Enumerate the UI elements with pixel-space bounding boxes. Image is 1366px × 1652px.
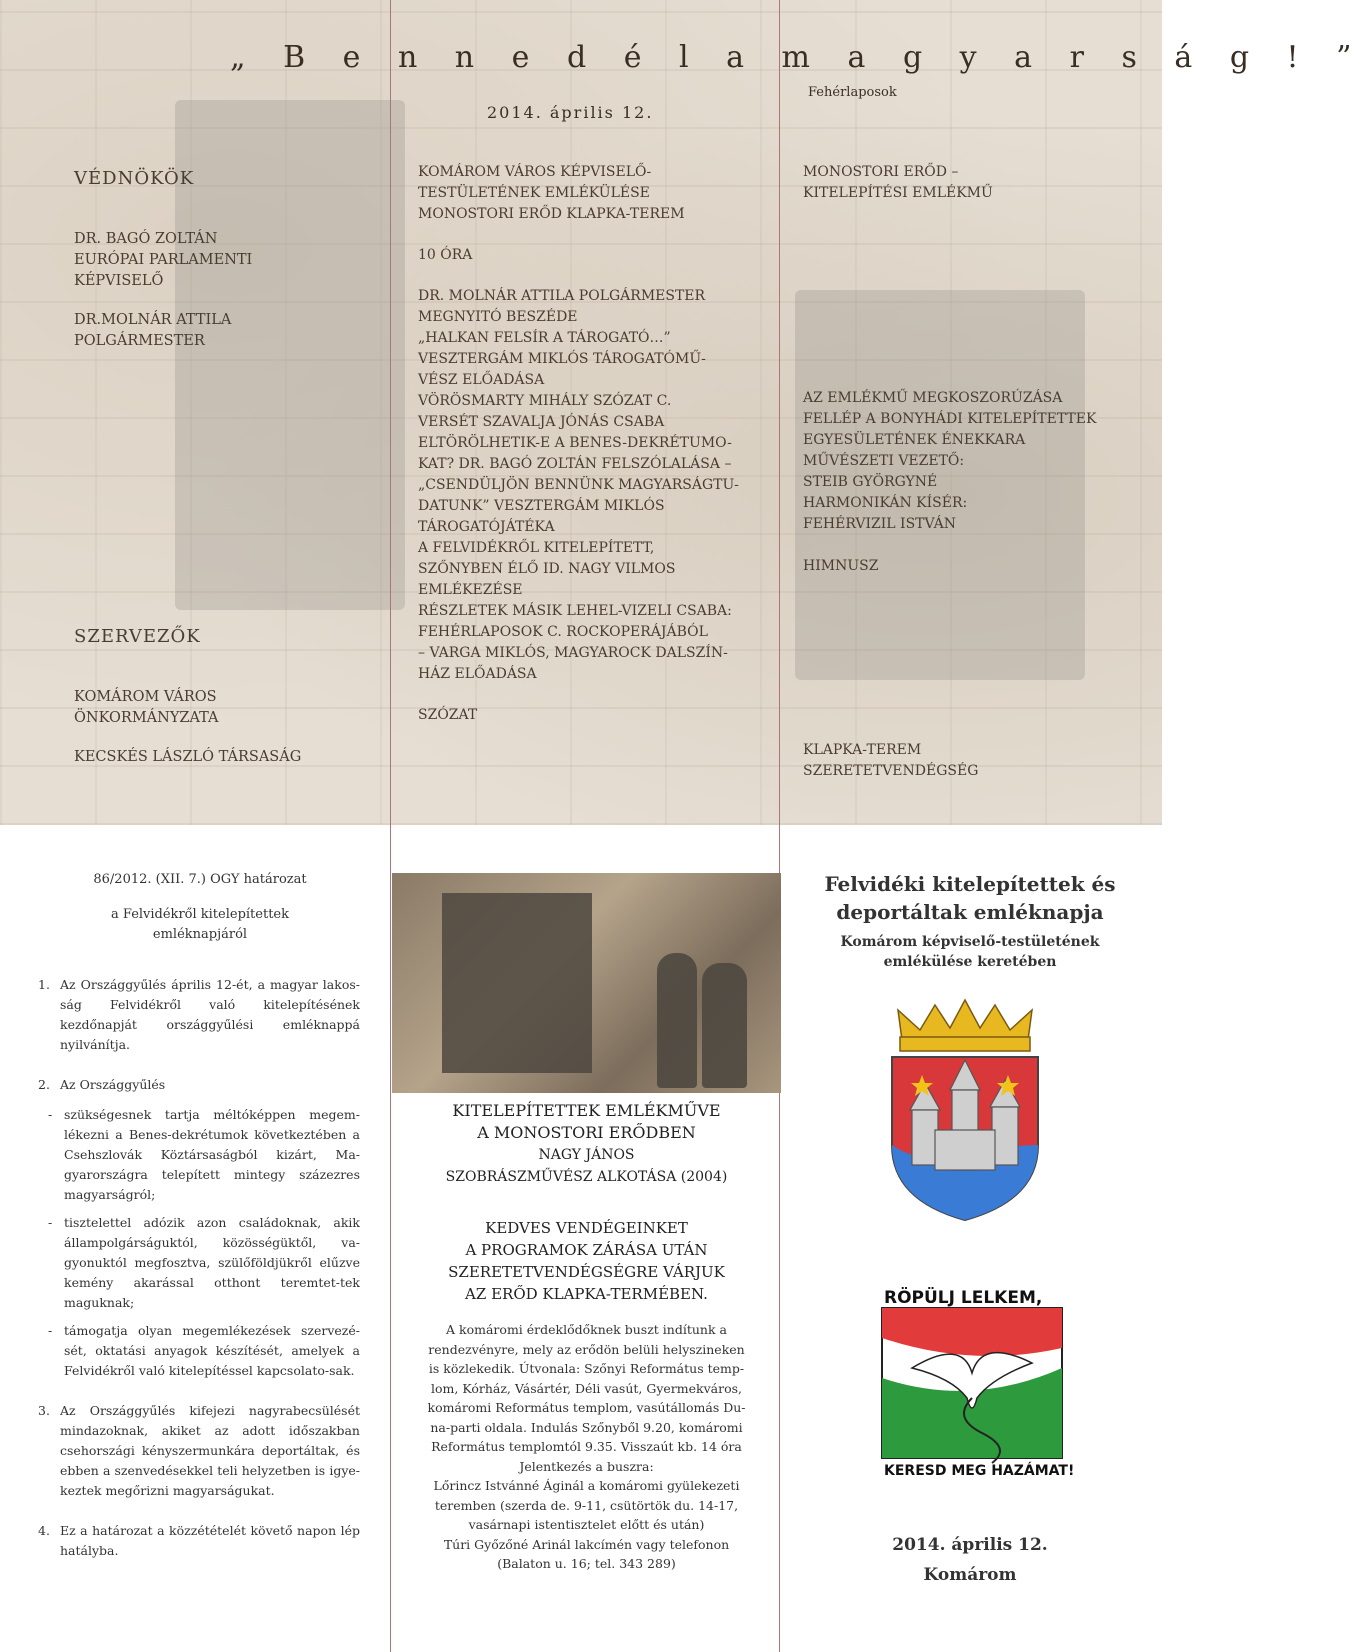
- monument-photo: [392, 873, 781, 1093]
- fold-line-2: [779, 0, 780, 1652]
- organizer-line: KOMÁROM VÁROS: [74, 689, 217, 705]
- program-line: FEHÉRLAPOSOK C. ROCKOPERÁJÁBÓL: [418, 624, 708, 640]
- decree-item: 3. Az Országgyűlés kifejezi nagyrabecsülését mindazoknak, akiket az adott időszakban csehországi kényszermunkára deportáltak, és ebben a szenvedésekkel teli helyzetben is igye-keztek megőrizni magyarságukat.: [38, 1403, 360, 1498]
- program-line: DR. MOLNÁR ATTILA POLGÁRMESTER: [418, 288, 706, 304]
- logo-text-bottom: KERESD MEG HAZÁMAT!: [884, 1463, 1075, 1479]
- program-line: SZŐNYBEN ÉLŐ ID. NAGY VILMOS: [418, 561, 676, 577]
- program-line: RÉSZLETEK MÁSIK LEHEL-VIZELI CSABA:: [418, 603, 732, 619]
- program-line: KAT? DR. BAGÓ ZOLTÁN FELSZÓLALÁSA –: [418, 456, 732, 472]
- program-line: A FELVIDÉKRŐL KITELEPÍTETT,: [418, 540, 655, 556]
- memorial-program: [803, 388, 1096, 577]
- program-line: ELTÖRÖLHETIK-E A BENES-DEKRÉTUMO-: [418, 435, 732, 451]
- logo-text-top: RÖPÜLJ LELKEM,: [884, 1288, 1043, 1308]
- organizers-heading: SZERVEZŐK: [74, 626, 201, 647]
- program-line: „CSENDÜLJÖN BENNÜNK MAGYARSÁGTU-: [418, 477, 739, 493]
- reception-line: KLAPKA-TEREM: [803, 742, 922, 758]
- reception-block: [803, 740, 978, 782]
- patron-line: POLGÁRMESTER: [74, 333, 205, 349]
- session-heading: MONOSTORI ERŐD KLAPKA-TEREM: [418, 206, 685, 222]
- program-line: VÖRÖSMARTY MIHÁLY SZÓZAT C.: [418, 393, 672, 409]
- subtitle: Fehérlaposok: [808, 85, 897, 100]
- memorial-line: FELLÉP A BONYHÁDI KITELEPÍTETTEK: [803, 411, 1097, 427]
- memorial-line: MŰVÉSZETI VEZETŐ:: [803, 453, 965, 469]
- memorial-heading: MONOSTORI ERŐD –: [803, 164, 959, 180]
- organizer-line: ÖNKORMÁNYZATA: [74, 710, 219, 726]
- decree-subitem: - tisztelettel adózik azon családoknak, akik állampolgárságuktól, közösségüktől, va-gyonuktól megfosztva, szülőföldjükről elűzve kemény akarással otthont teremtet-tek maguknak;: [38, 1213, 360, 1313]
- decree-subtitle: a Felvidékről kitelepítettek emléknapjáról: [111, 907, 289, 942]
- main-title: „ B e n n e d é l a m a g y a r s á g ! ”: [230, 40, 1366, 75]
- memorial-line: STEIB GYÖRGYNÉ: [803, 474, 938, 490]
- decree-subitem: - támogatja olyan megemlékezések szervezé-sét, oktatási anyagok készítését, amelyek a Felvidékről való kitelepítéssel kapcsolato-sak.: [38, 1321, 360, 1381]
- crown-icon: [898, 1000, 1032, 1051]
- decree-item: 1. Az Országgyűlés április 12-ét, a magyar lakos-ság Felvidékről való kitelepítésének kezdőnapját országgyűlési emléknappá nyilvánítja.: [38, 977, 360, 1052]
- program-line: DATUNK” VESZTERGÁM MIKLÓS: [418, 498, 665, 514]
- decree-item: 2. Az Országgyűlés: [38, 1077, 166, 1092]
- organizers-block: [74, 626, 301, 768]
- fold-line-1: [390, 0, 391, 1652]
- decree-list: [38, 975, 360, 1561]
- organizer-line: KECSKÉS LÁSZLÓ TÁRSASÁG: [74, 749, 302, 765]
- session-heading: TESTÜLETÉNEK EMLÉKÜLÉSE: [418, 185, 650, 201]
- memorial-heading: KITELEPÍTÉSI EMLÉKMŰ: [803, 185, 993, 201]
- decree-subitem: - szükségesnek tartja méltóképpen megem-lékezni a Benes-dekrétumok következtében a Csehszlovák Köztársaságból kizárt, Ma-gyarországra telepített mintegy százezres magyarságról;: [38, 1105, 360, 1205]
- monument-caption: KITELEPÍTETTEK EMLÉKMŰVE A MONOSTORI ERŐDBEN NAGY JÁNOS SZOBRÁSZMŰVÉSZ ALKOTÁSA (2004): [445, 1101, 728, 1185]
- patron-line: EURÓPAI PARLAMENTI: [74, 252, 253, 268]
- memorial-line: HARMONIKÁN KÍSÉR:: [803, 495, 968, 511]
- program-line: VÉSZ ELŐADÁSA: [418, 372, 545, 388]
- memorial-block: [803, 162, 993, 204]
- memorial-line: AZ EMLÉKMŰ MEGKOSZORÚZÁSA: [803, 390, 1063, 406]
- session-heading: KOMÁROM VÁROS KÉPVISELŐ-: [418, 164, 652, 180]
- program-line: VESZTERGÁM MIKLÓS TÁROGATÓMŰ-: [418, 351, 706, 367]
- session-time: 10 ÓRA: [418, 247, 473, 263]
- decree-title: 86/2012. (XII. 7.) OGY határozat: [93, 872, 307, 887]
- program-line: HÁZ ELŐADÁSA: [418, 666, 537, 682]
- patrons-heading: VÉDNÖKÖK: [74, 168, 195, 189]
- memorial-line: FEHÉRVIZIL ISTVÁN: [803, 516, 957, 532]
- patron-line: KÉPVISELŐ: [74, 273, 164, 289]
- header-date: 2014. április 12.: [487, 103, 654, 122]
- decree-item: 4. Ez a határozat a közzétételét követő napon lép hatályba.: [38, 1523, 360, 1558]
- program-line: „HALKAN FELSÍR A TÁROGATÓ…”: [418, 330, 671, 346]
- session-block: [418, 162, 739, 726]
- event-title: Felvidéki kitelepítettek és deportáltak emléknapja Komárom képviselő-testületének emlékülése keretében: [824, 872, 1116, 970]
- patron-line: DR. BAGÓ ZOLTÁN: [74, 231, 218, 247]
- emlek-logo: [872, 1278, 1075, 1479]
- anthem-line: HIMNUSZ: [803, 558, 879, 574]
- bus-info: A komáromi érdeklődőknek buszt indítunk a rendezvényre, mely az erődön belüli helyszineken is közlekedik. Útvonala: Szőnyi Református temp- lom, Kórház, Vásártér, Déli vasút, Gyermekváros, komáromi Református templom, vasútállomás Du- na-parti oldala. Indulás Szőnyből 9.20, komáromi Református templomtól 9.35. Visszaút kb. 14 óra Jelentkezés a buszra: Lőrincz Istvánné Áginál a komáromi gyülekezeti teremben (szerda de. 9-11, csütörtök du. 14-17, vasárnapi istentisztelet előtt és után) Túri Győzőné Arinál lakcímén vagy telefonon (Balaton u. 16; tel. 343 289): [427, 1322, 746, 1571]
- program-line: MEGNYITÓ BESZÉDE: [418, 309, 578, 325]
- reception-line: SZERETETVENDÉGSÉG: [803, 763, 979, 779]
- program-line: VERSÉT SZAVALJA JÓNÁS CSABA: [418, 414, 665, 430]
- patron-line: DR.MOLNÁR ATTILA: [74, 312, 232, 328]
- program-line: EMLÉKEZÉSE: [418, 582, 523, 598]
- komarom-coat-of-arms: [880, 995, 1050, 1225]
- program-line: TÁROGATÓJÁTÉKA: [418, 519, 555, 535]
- invite-text: KEDVES VENDÉGEINKET A PROGRAMOK ZÁRÁSA UTÁN SZERETETVENDÉGSÉGRE VÁRJUK AZ ERŐD KLAPKA-TERMÉBEN.: [448, 1219, 725, 1303]
- program-line: – VARGA MIKLÓS, MAGYAROCK DALSZÍN-: [418, 645, 728, 661]
- memorial-line: EGYESÜLETÉNEK ÉNEKKARA: [803, 432, 1026, 448]
- patrons-block: [74, 168, 252, 352]
- closing-line: SZÓZAT: [418, 707, 478, 723]
- footer-date: 2014. április 12. Komárom: [892, 1535, 1048, 1585]
